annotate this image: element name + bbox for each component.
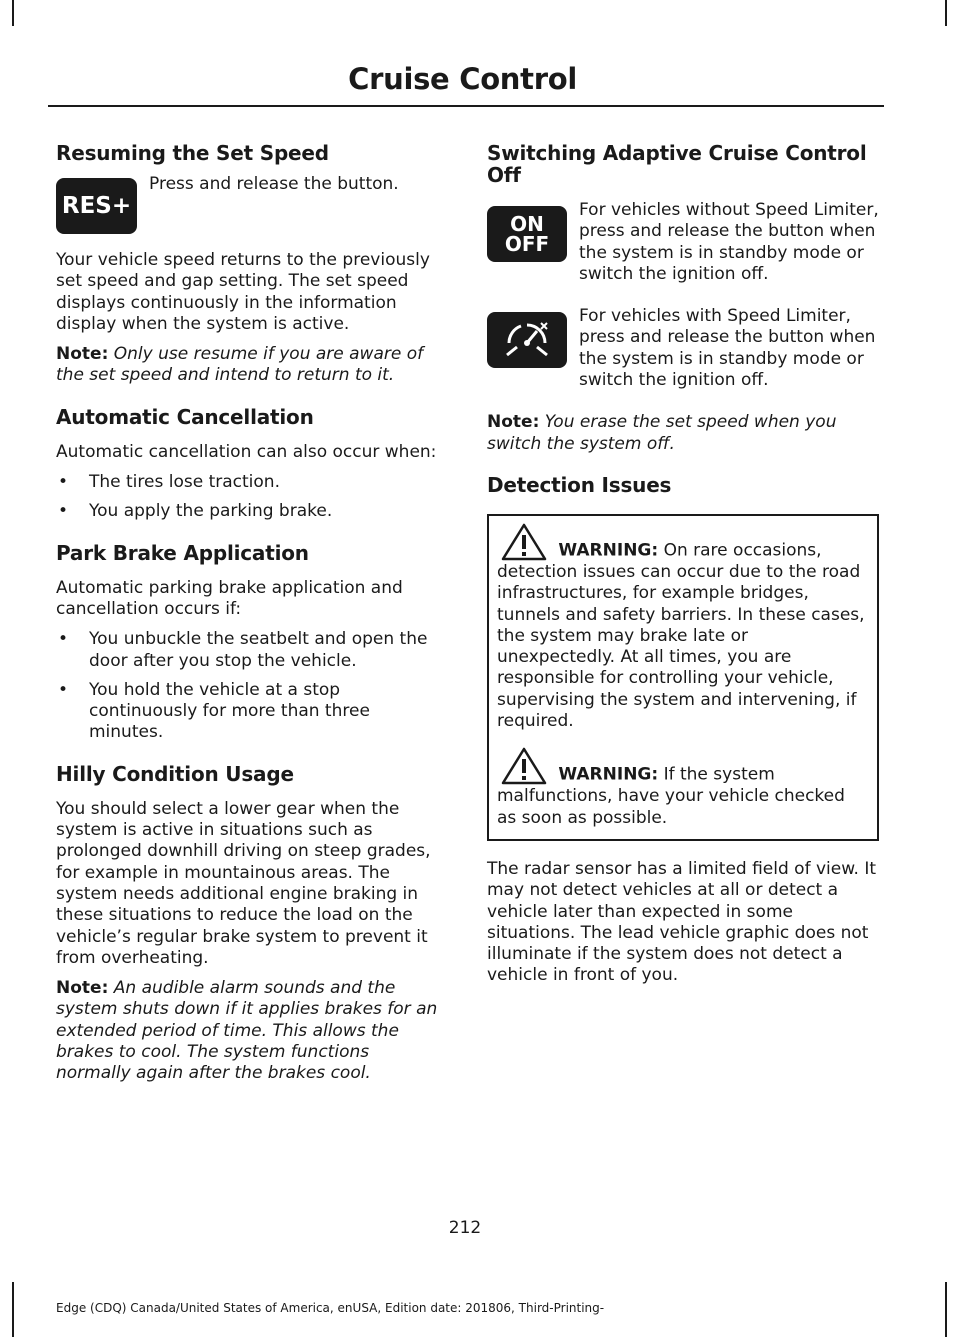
resume-instruction [56, 174, 448, 238]
warning-text: On rare occasions, detection issues can occur due to the road infrastructures, for example bridges, tunnels and safety barriers. In these cases, the system may brake late or unexpectedly. At all times, you are responsible for controlling your vehicle, supervising the system and intervening, if required. [497, 540, 865, 732]
left-column [56, 142, 448, 1094]
off-label: OFF [504, 232, 550, 256]
speed-limiter-icon [487, 312, 567, 368]
list-item: • The tires lose traction. [56, 472, 448, 493]
hilly-body: You should select a lower gear when the system is active in situations such as prolonged downhill driving on steep grades, for example in mountainous areas. The system needs additional engine braking in these situations to reduce the load on the vehicle’s regular brake system to prevent it from overheating. [56, 798, 431, 968]
with-limiter-text: For vehicles with Speed Limiter, press and release the button when the system is in standby mode or switch the ignition off. [579, 306, 876, 391]
auto-cancel-heading: Automatic Cancellation [56, 404, 314, 429]
crop-mark-bottom-right [945, 1282, 947, 1337]
switch-off-section [487, 142, 879, 455]
speed-limiter-glyph [497, 319, 557, 361]
warning-1 [497, 522, 869, 732]
detection-body: The radar sensor has a limited field of view. It may not detect vehicles at all or detect a vehicle later than expected in some situations. The lead vehicle graphic does not illuminate if the system does not detect a vehicle in front of you. [487, 858, 877, 986]
warning-box [487, 514, 879, 841]
note-label: Note: [56, 344, 109, 365]
park-brake-list [56, 629, 448, 743]
note-label: Note: [487, 412, 540, 433]
crop-mark-top-left [12, 0, 14, 26]
hilly-heading: Hilly Condition Usage [56, 761, 294, 786]
page-number: 212 [448, 1218, 482, 1238]
warning-label: WARNING: [558, 765, 659, 786]
res-plus-button-icon: RES+ [56, 178, 137, 234]
list-item: • You apply the parking brake. [56, 501, 448, 522]
detection-section [487, 474, 879, 987]
switch-off-note [487, 412, 879, 455]
park-brake-body: Automatic parking brake application and cancellation occurs if: [56, 577, 403, 619]
warning-icon [501, 746, 547, 786]
without-limiter-text: For vehicles without Speed Limiter, press and release the button when the system is in standby mode or switch the ignition off. [579, 200, 879, 284]
on-label: ON [510, 212, 544, 236]
warning-2 [497, 746, 869, 829]
list-item: • You unbuckle the seatbelt and open the door after you stop the vehicle. [56, 629, 448, 672]
edition-footer: Edge (CDQ) Canada/United States of America, enUSA, Edition date: 201806, Third-Printing- [56, 1301, 605, 1315]
hilly-note [56, 978, 448, 1084]
warning-label: WARNING: [558, 540, 659, 561]
right-column [487, 142, 879, 996]
warning-text: If the system malfunctions, have your vehicle checked as soon as possible. [497, 765, 845, 828]
on-off-button-icon [487, 206, 567, 262]
note-text: You erase the set speed when you switch the system off. [487, 412, 837, 454]
warning-head [497, 522, 553, 562]
switch-off-heading: Switching Adaptive Cruise Control Off [487, 141, 867, 187]
resume-note [56, 344, 448, 387]
with-limiter-instruction [487, 306, 879, 400]
park-brake-heading: Park Brake Application [56, 540, 309, 565]
warning-head [497, 746, 553, 786]
resume-section [56, 142, 448, 387]
note-text: Only use resume if you are aware of the set speed and intend to return to it. [56, 344, 424, 386]
auto-cancel-list [56, 472, 448, 523]
without-limiter-instruction [487, 200, 879, 294]
auto-cancel-body: Automatic cancellation can also occur when: [56, 441, 437, 462]
list-item: • You hold the vehicle at a stop continuously for more than three minutes. [56, 680, 448, 744]
detection-heading: Detection Issues [487, 472, 672, 497]
auto-cancel-section [56, 406, 448, 523]
crop-mark-top-right [945, 0, 947, 26]
park-brake-section [56, 542, 448, 744]
note-label: Note: [56, 978, 109, 999]
resume-intro: Press and release the button. [149, 174, 399, 194]
header-divider [48, 105, 884, 107]
page-title: Cruise Control [348, 62, 577, 96]
crop-mark-bottom-left [12, 1282, 14, 1337]
note-text: An audible alarm sounds and the system shuts down if it applies brakes for an extended period of time. This allows the brakes to cool. The system functions normally again after the brakes cool. [56, 978, 438, 1084]
resume-heading: Resuming the Set Speed [56, 141, 329, 165]
resume-body: Your vehicle speed returns to the previously set speed and gap setting. The set speed displays continuously in the information display when the system is active. [56, 250, 430, 334]
hilly-section [56, 763, 448, 1085]
warning-icon [501, 522, 547, 562]
